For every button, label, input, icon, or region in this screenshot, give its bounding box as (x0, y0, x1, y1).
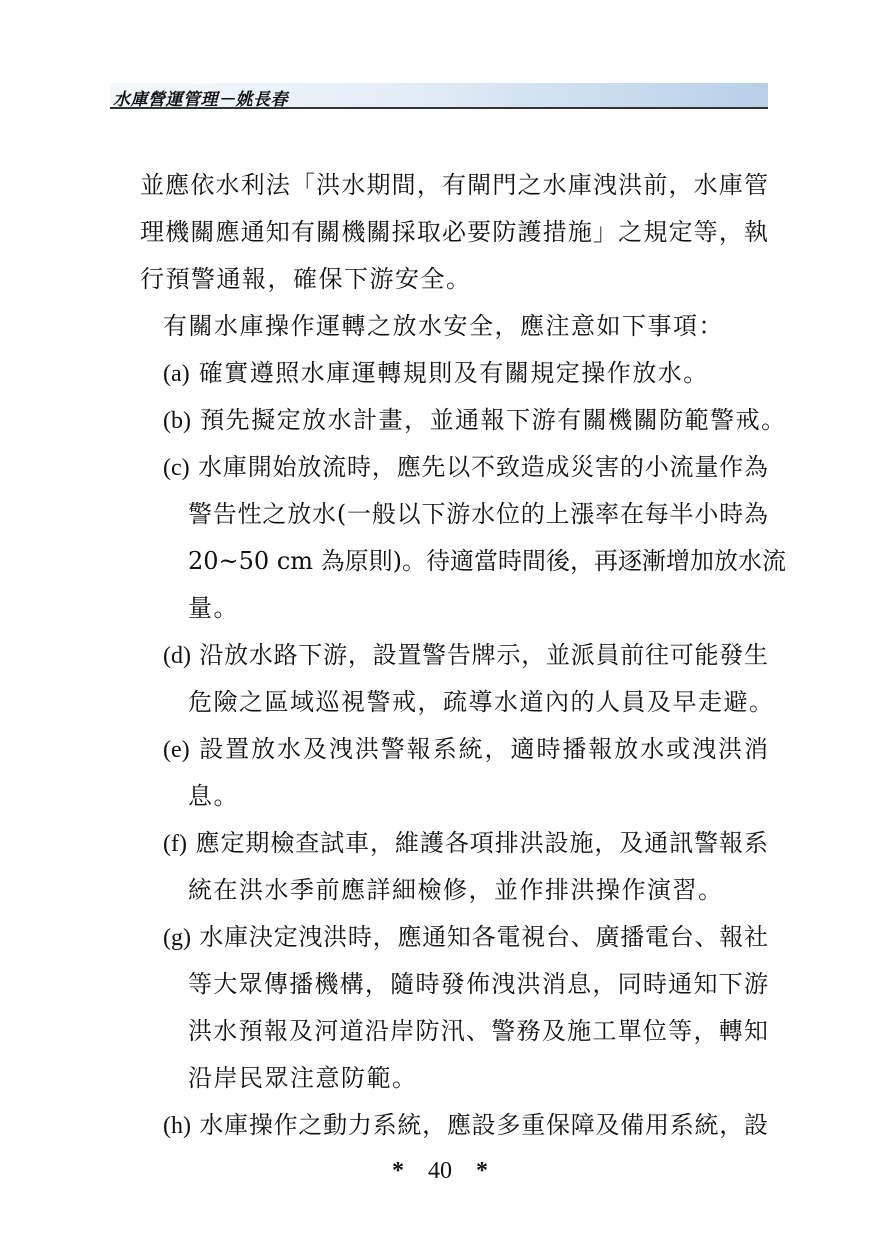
item-text: 應定期檢查試車，維護各項排洪設施，及通訊警報系 (195, 829, 768, 857)
list-item (163, 400, 787, 440)
paragraph-line: 行預警通報，確保下游安全。 (140, 265, 472, 293)
item-continuation: 20~50 cm 為原則)。待適當時間後，再逐漸增加放水流 (188, 547, 787, 575)
item-text: 水庫開始放流時，應先以不致造成災害的小流量作為 (198, 453, 768, 481)
list-item (163, 1105, 768, 1145)
paragraph-line: 理機關應通知有關機關採取必要防護措施」之規定等，執 (140, 218, 768, 246)
item-marker: (f) (163, 831, 187, 857)
page-number: 40 (428, 1158, 452, 1184)
item-continuation: 沿岸民眾注意防範。 (188, 1064, 418, 1092)
paragraph-line: 並應依水利法「洪水期間，有閘門之水庫洩洪前，水庫管 (140, 171, 768, 199)
item-text: 設置放水及洩洪警報系統，適時播報放水或洩洪消 (199, 735, 768, 763)
item-text: 水庫操作之動力系統，應設多重保障及備用系統，設 (199, 1111, 768, 1139)
footer-ornament-right: * (476, 1158, 488, 1184)
list-item (163, 729, 768, 769)
item-continuation: 警告性之放水(一般以下游水位的上漲率在每半小時為 (188, 500, 768, 528)
item-continuation: 危險之區域巡視警戒，疏導水道內的人員及早走避。 (188, 688, 775, 716)
item-marker: (e) (163, 737, 190, 763)
item-text: 沿放水路下游，設置警告牌示，並派員前往可能發生 (199, 641, 768, 669)
item-continuation: 息。 (188, 782, 239, 810)
item-continuation: 統在洪水季前應詳細檢修，並作排洪操作演習。 (188, 876, 724, 904)
item-text: 水庫決定洩洪時，應通知各電視台、廣播電台、報社 (199, 923, 768, 951)
intro-line: 有關水庫操作運轉之放水安全，應注意如下事項： (163, 312, 724, 340)
item-continuation: 等大眾傳播機構，隨時發佈洩洪消息，同時通知下游 (188, 970, 768, 998)
running-header-title: 水庫營運管理－姚長春 (113, 90, 288, 110)
item-marker: (a) (163, 361, 190, 387)
item-marker: (b) (163, 408, 191, 434)
list-item (163, 917, 768, 957)
list-item (163, 635, 768, 675)
item-text: 預先擬定放水計畫，並通報下游有關機關防範警戒。 (200, 406, 787, 434)
page-footer (0, 1158, 880, 1185)
footer-ornament-left: * (392, 1158, 404, 1184)
item-continuation: 洪水預報及河道沿岸防汛、警務及施工單位等，轉知 (188, 1017, 768, 1045)
item-marker: (d) (163, 643, 191, 669)
item-marker: (g) (163, 925, 191, 951)
list-item (163, 353, 709, 393)
item-continuation: 量。 (188, 594, 239, 622)
item-text: 確實遵照水庫運轉規則及有關規定操作放水。 (198, 359, 709, 387)
item-marker: (c) (163, 455, 190, 481)
list-item (163, 823, 768, 863)
item-marker: (h) (163, 1113, 191, 1139)
list-item (163, 447, 768, 487)
